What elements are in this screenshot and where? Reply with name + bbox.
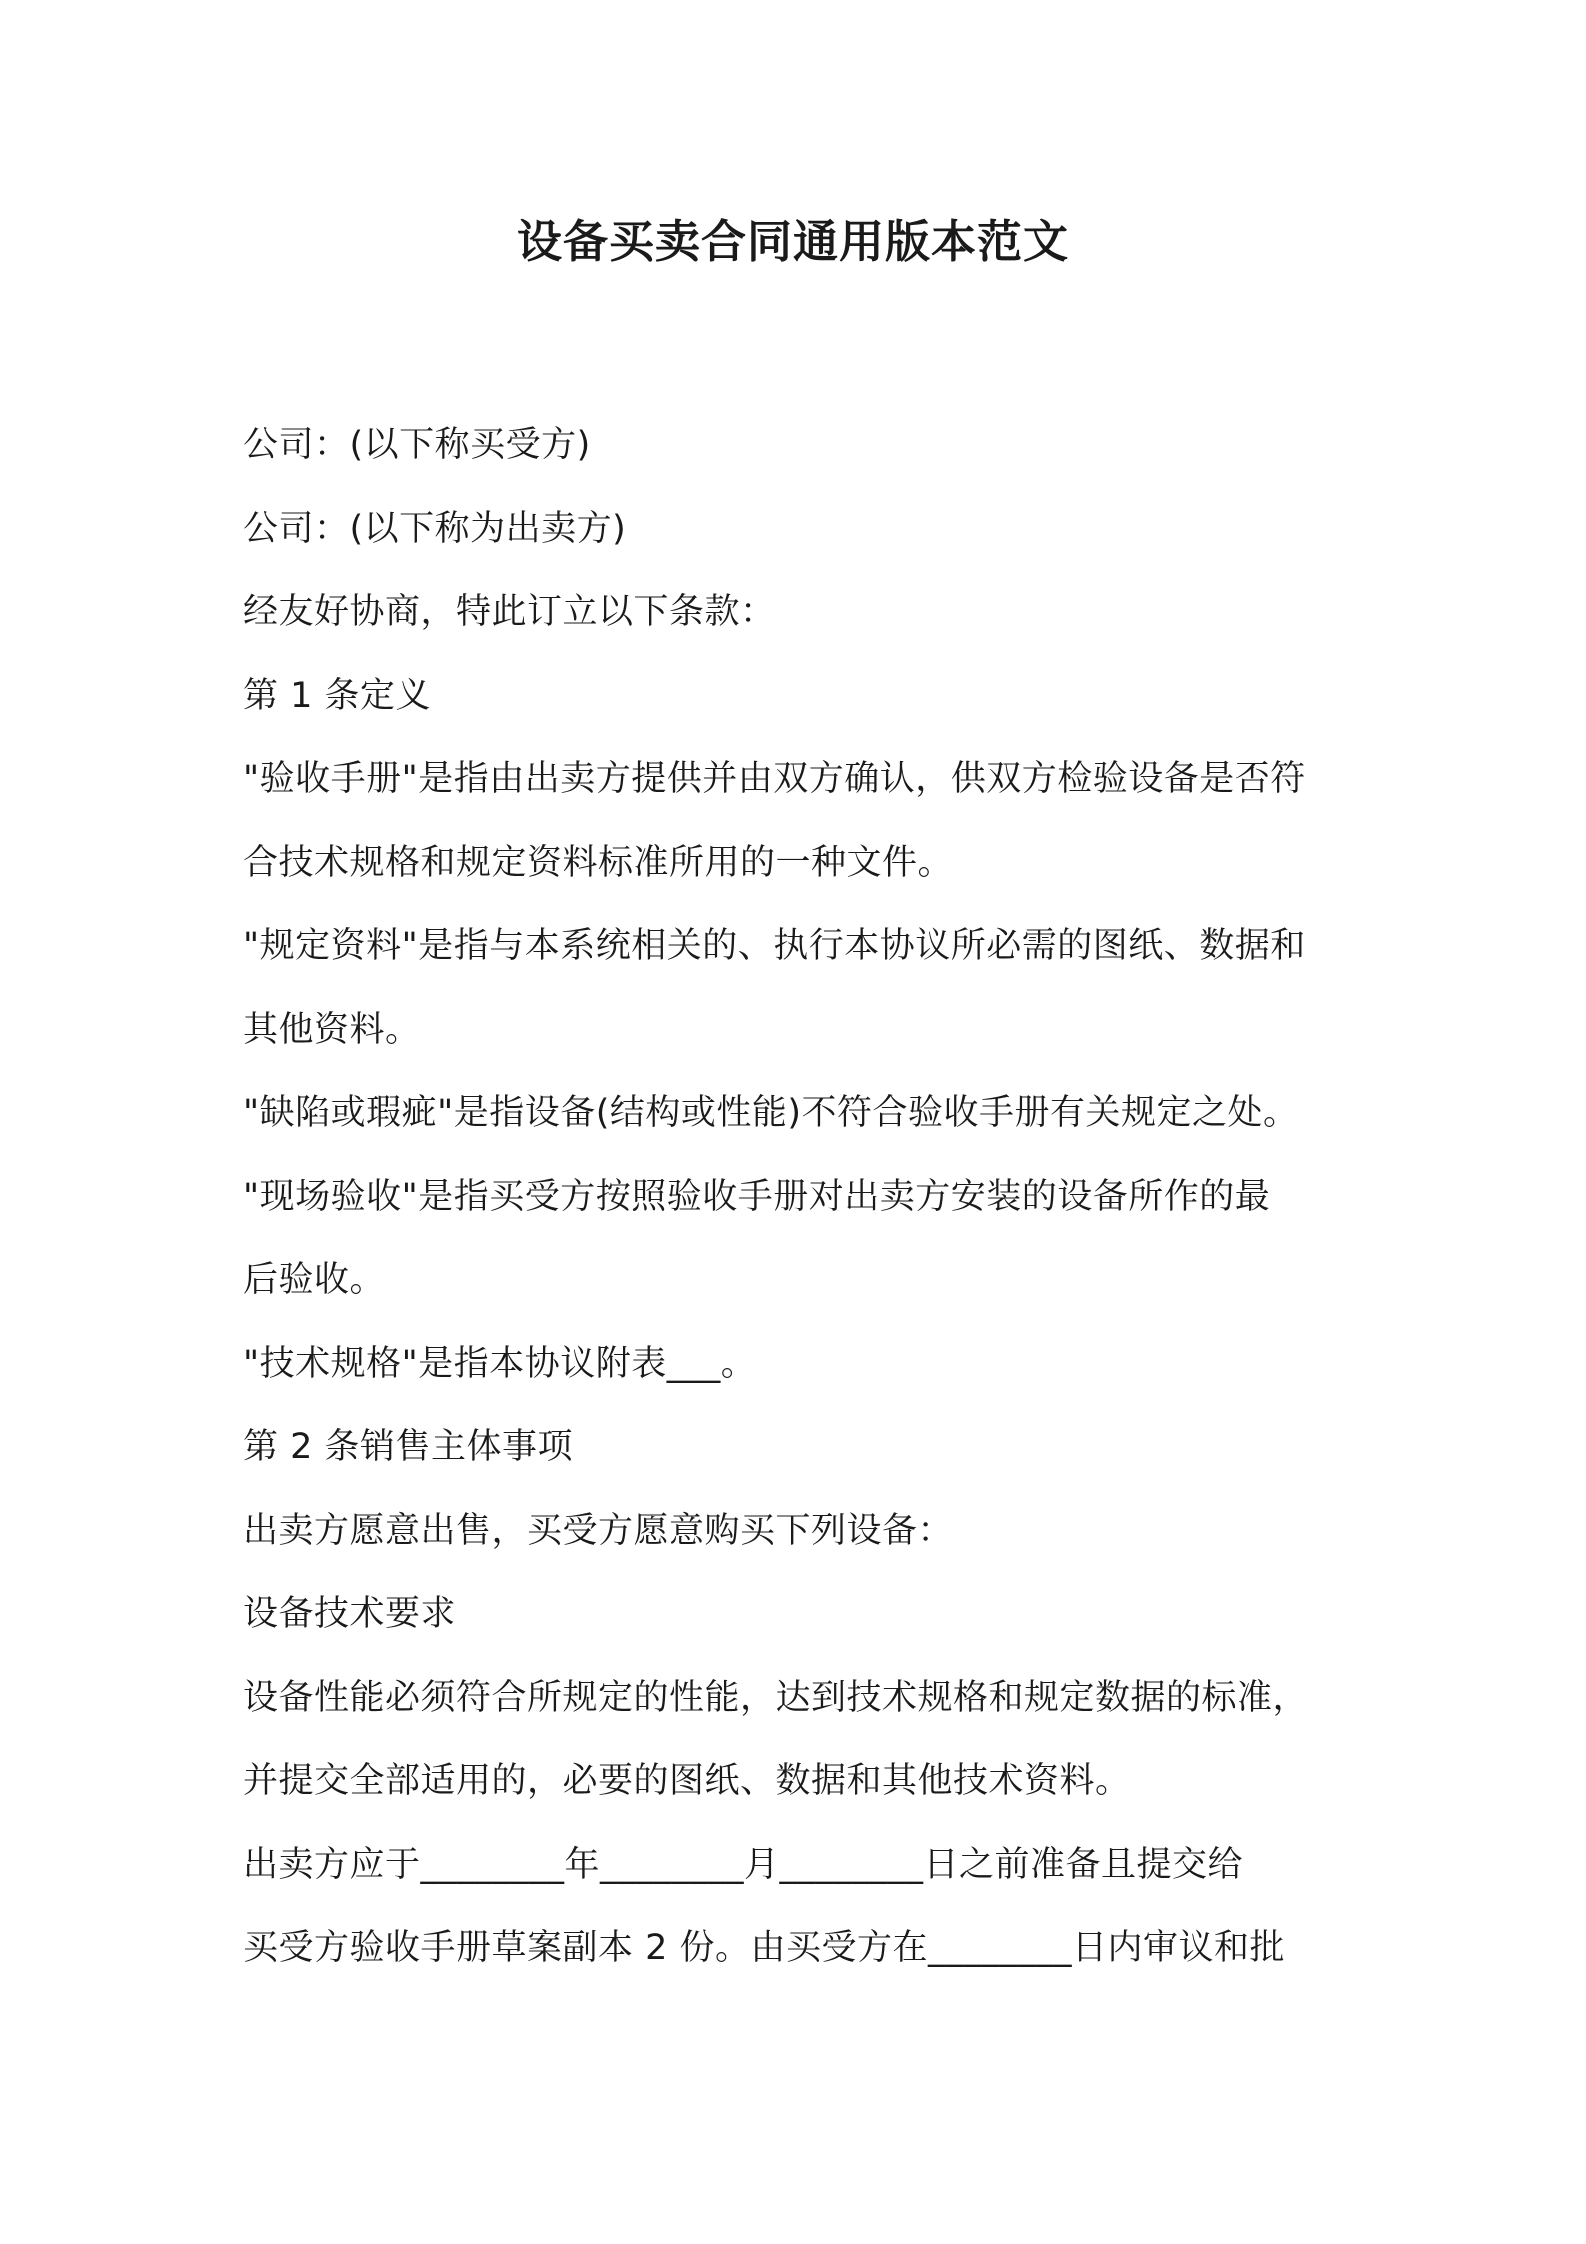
body-line: 并提交全部适用的，必要的图纸、数据和其他技术资料。 <box>243 1761 1131 1801</box>
body-line: 合技术规格和规定资料标准所用的一种文件。 <box>243 842 954 883</box>
article-1-heading: 第 1 条定义 <box>243 675 432 716</box>
body-line: "缺陷或瑕疵"是指设备(结构或性能)不符合验收手册有关规定之处。 <box>243 1093 1299 1133</box>
party-buyer-line: 公司：(以下称买受方) <box>243 425 591 465</box>
body-line: "规定资料"是指与本系统相关的、执行本协议所必需的图纸、数据和 <box>243 926 1306 966</box>
document-body <box>243 404 1363 1991</box>
party-seller-line: 公司：(以下称为出卖方) <box>243 508 627 549</box>
body-line: "技术规格"是指本协议附表___。 <box>243 1343 757 1384</box>
section-heading: 设备技术要求 <box>243 1594 457 1634</box>
document-title: 设备买卖合同通用版本范文 <box>516 215 1069 268</box>
body-line: 设备性能必须符合所规定的性能，达到技术规格和规定数据的标准， <box>243 1677 1309 1718</box>
body-line: 出卖方愿意出售，买受方愿意购买下列设备： <box>243 1510 954 1551</box>
body-line: 出卖方应于________年________月________日之前准备且提交给 <box>243 1844 1244 1885</box>
body-line: 后验收。 <box>243 1260 386 1300</box>
body-line: 其他资料。 <box>243 1009 421 1050</box>
body-line: "现场验收"是指买受方按照验收手册对出卖方安装的设备所作的最 <box>243 1176 1271 1217</box>
article-2-heading: 第 2 条销售主体事项 <box>243 1427 574 1467</box>
body-line: 买受方验收手册草案副本 2 份。由买受方在________日内审议和批 <box>243 1928 1286 1968</box>
preamble-line: 经友好协商，特此订立以下条款： <box>243 592 776 632</box>
body-line: "验收手册"是指由出卖方提供并由双方确认，供双方检验设备是否符 <box>243 759 1306 799</box>
